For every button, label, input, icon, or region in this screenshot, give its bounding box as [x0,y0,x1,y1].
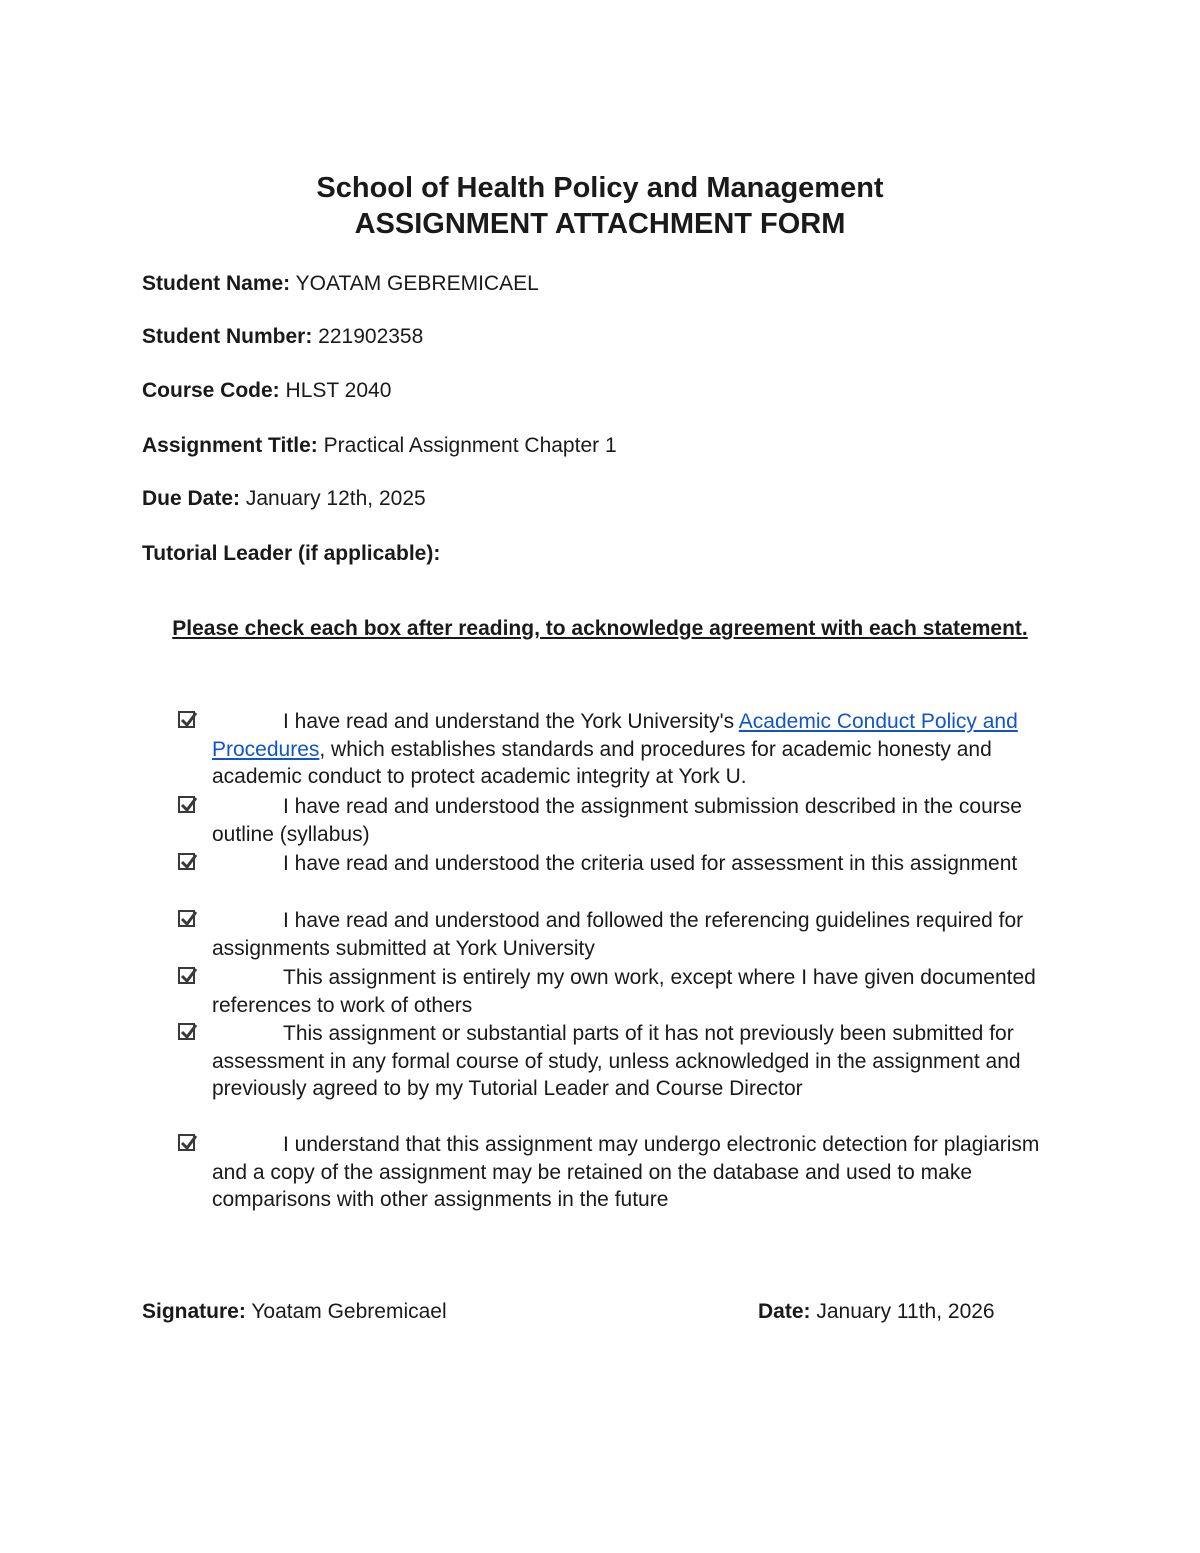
checklist-item-text-after: , which establishes standards and procedures for academic honesty and academic conduct to protect academic integrity at York U. [212,737,992,788]
student-name-label: Student Name: [142,272,291,295]
date-field [758,1298,995,1326]
signature-label: Signature: [142,1300,246,1323]
student-name-field [142,270,539,298]
checklist-item-text: This assignment or substantial parts of it has not previously been submitted for assessment in any formal course of study, unless acknowledged in the assignment and previously agreed to by my Tutorial Leader and Course Director [212,1022,1021,1100]
student-number-field [142,323,423,351]
assignment-title-field [142,432,617,460]
checked-box-icon[interactable] [178,1023,195,1040]
form-title: ASSIGNMENT ATTACHMENT FORM [354,208,846,240]
checklist-item-text [212,708,1058,791]
course-code-value: HLST 2040 [285,379,392,402]
course-code-label: Course Code: [142,379,280,402]
tutorial-leader-label: Tutorial Leader (if applicable): [142,542,441,565]
student-number-label: Student Number: [142,325,313,348]
date-label: Date: [758,1300,811,1323]
checklist-item-text: I have read and understood the assignment submission described in the course outline (syllabus) [212,795,1022,846]
assignment-title-label: Assignment Title: [142,434,318,457]
checked-box-icon[interactable] [178,967,195,984]
checklist-item [178,1020,1058,1103]
checked-box-icon[interactable] [178,910,195,927]
checklist-item [178,964,1058,1019]
checklist-item-text: I have read and understood and followed the referencing guidelines required for assignments submitted at York University [212,909,1024,960]
form-header [0,170,1200,242]
checked-box-icon[interactable] [178,711,195,728]
student-number-value: 221902358 [318,325,424,348]
course-code-field [142,377,391,405]
academic-conduct-policy-link[interactable]: Academic Conduct Policy and Procedures [212,710,1018,761]
checklist-item-text: This assignment is entirely my own work, except where I have given documented references to work of others [212,966,1036,1017]
due-date-field [142,485,426,513]
assignment-title-value: Practical Assignment Chapter 1 [323,434,617,457]
checklist-item-text: I have read and understood the criteria used for assessment in this assignment [283,852,1018,875]
student-name-value: YOATAM GEBREMICAEL [295,272,539,295]
due-date-value: January 12th, 2025 [245,487,426,510]
checked-box-icon[interactable] [178,1134,195,1151]
checklist-item [178,907,1058,962]
signature-value: Yoatam Gebremicael [251,1300,447,1323]
checklist-item [178,1131,1058,1214]
checked-box-icon[interactable] [178,796,195,813]
acknowledgement-instruction: Please check each box after reading, to acknowledge agreement with each statement. [172,617,1028,640]
checklist-item [178,708,1058,791]
signature-field [142,1298,447,1326]
due-date-label: Due Date: [142,487,241,510]
tutorial-leader-field [142,540,440,568]
checked-box-icon[interactable] [178,853,195,870]
checklist-item [178,850,1058,878]
checklist-item-text-before: I have read and understand the York University's [283,710,739,733]
school-name: School of Health Policy and Management [316,172,884,204]
date-value: January 11th, 2026 [816,1300,995,1323]
checklist-item [178,793,1058,848]
checklist-item-text: I understand that this assignment may undergo electronic detection for plagiarism and a copy of the assignment may be retained on the database and used to make comparisons with other assignments in the future [212,1133,1040,1211]
